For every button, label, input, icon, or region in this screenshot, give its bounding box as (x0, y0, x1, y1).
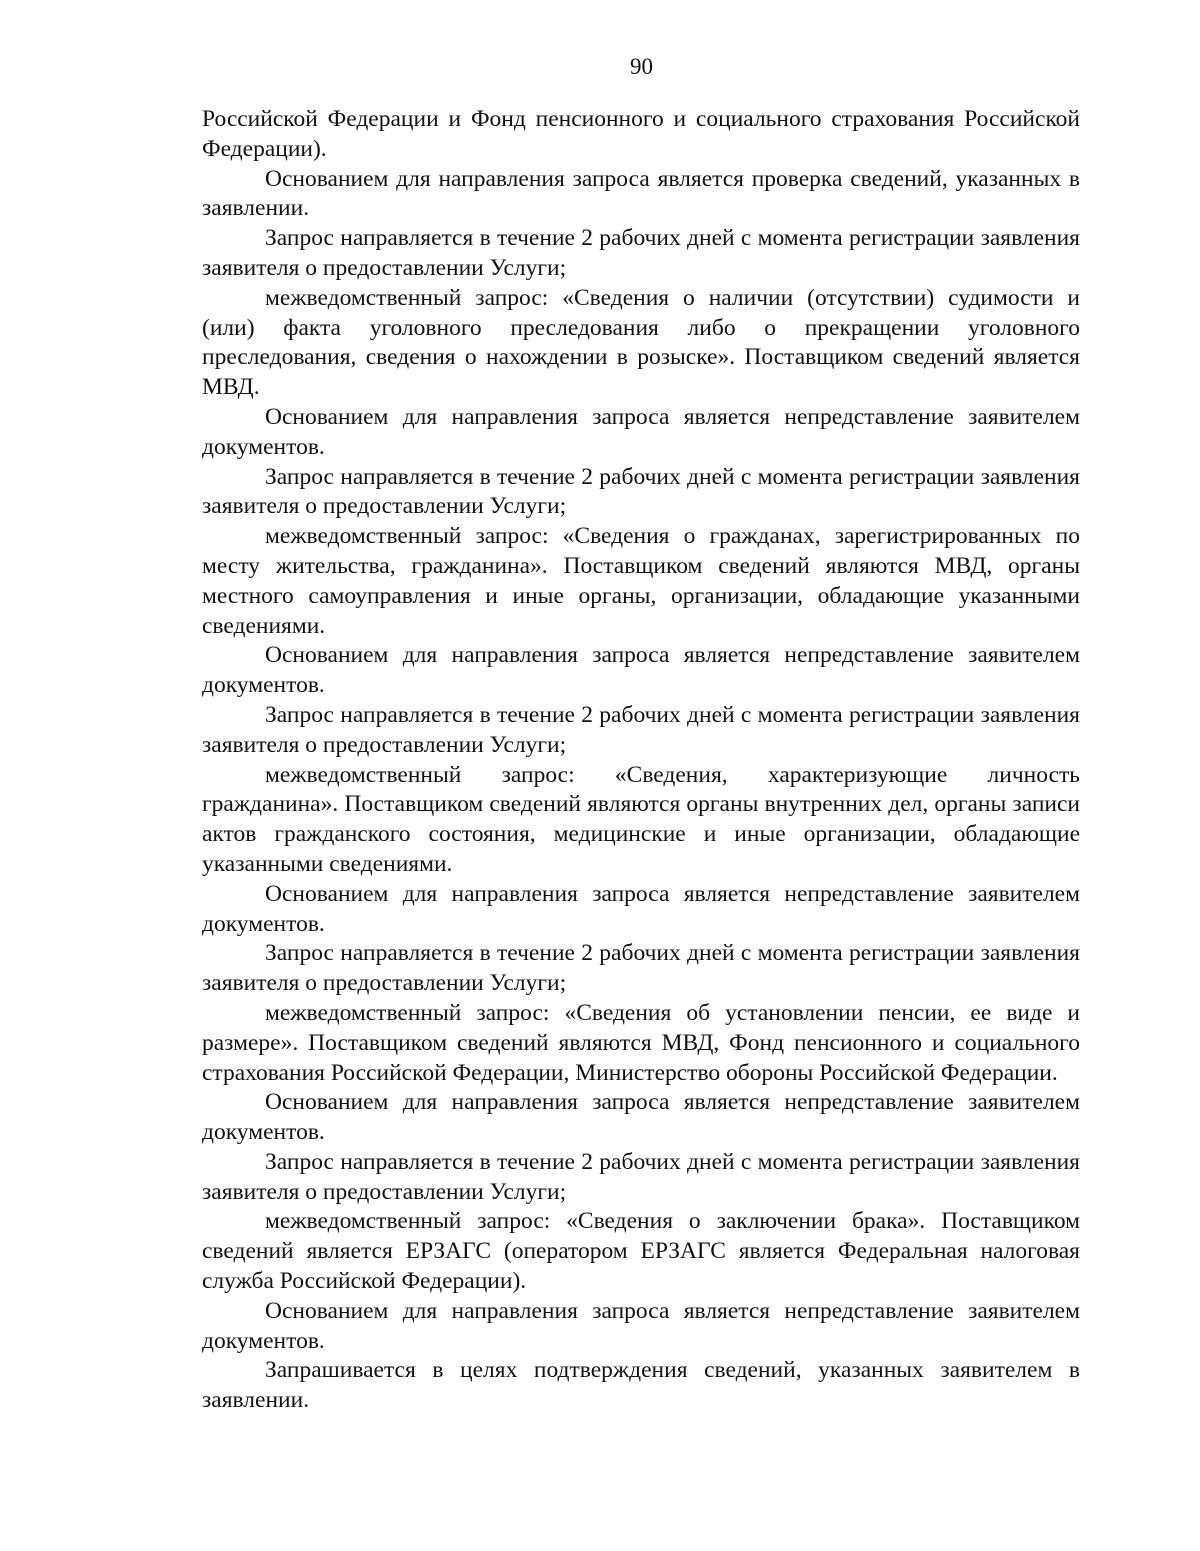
paragraph: межведомственный запрос: «Сведения об установлении пенсии, ее виде и размере». Поставщиком сведений являются МВД, Фонд пенсионного и социального страхования Российской Федерации, Министерство обороны Российской Федерации. (202, 999, 1080, 1086)
paragraph: Запрос направляется в течение 2 рабочих дней с момента регистрации заявления заявителя о предоставлении Услуги; (202, 1148, 1080, 1205)
paragraph: Российской Федерации и Фонд пенсионного и социального страхования Российской Федерации). (202, 106, 1080, 162)
paragraph: Основанием для направления запроса является непредставление заявителем документов. (202, 1089, 1080, 1146)
paragraph: Запрос направляется в течение 2 рабочих дней с момента регистрации заявления заявителя о предоставлении Услуги; (202, 225, 1080, 281)
paragraph: межведомственный запрос: «Сведения, характеризующие личность гражданина». Поставщиком сведений являются органы внутренних дел, органы записи актов гражданского состояния, медицинские и иные организации, обладающие указанными сведениями. (202, 761, 1080, 877)
paragraph: межведомственный запрос: «Сведения о наличии (отсутствии) судимости и (или) факта уголовного преследования либо о прекращении уголовного преследования, сведения о нахождении в розыске». Поставщиком сведений является МВД. (202, 284, 1080, 401)
document-body (202, 105, 1080, 1416)
paragraph: Основанием для направления запроса является непредставление заявителем документов. (202, 1297, 1080, 1354)
paragraph: Запрашивается в целях подтверждения сведений, указанных заявителем в заявлении. (202, 1357, 1080, 1414)
paragraph: Основанием для направления запроса является проверка сведений, указанных в заявлении. (202, 165, 1080, 222)
page-number: 90 (630, 54, 653, 79)
paragraph: межведомственный запрос: «Сведения о гражданах, зарегистрированных по месту жительства, гражданина». Поставщиком сведений являются МВД, органы местного самоуправления и иные органы, организации, обладающие указанными сведениями. (202, 523, 1080, 639)
paragraph: Запрос направляется в течение 2 рабочих дней с момента регистрации заявления заявителя о предоставлении Услуги; (202, 701, 1080, 758)
paragraph: межведомственный запрос: «Сведения о заключении брака». Поставщиком сведений является ЕРЗАГС (оператором ЕРЗАГС является Федеральная налоговая служба Российской Федерации). (202, 1208, 1080, 1295)
paragraph: Запрос направляется в течение 2 рабочих дней с момента регистрации заявления заявителя о предоставлении Услуги; (202, 463, 1080, 520)
paragraph: Основанием для направления запроса является непредставление заявителем документов. (202, 880, 1080, 937)
paragraph: Основанием для направления запроса является непредставление заявителем документов. (202, 642, 1080, 699)
paragraph: Основанием для направления запроса является непредставление заявителем документов. (202, 403, 1080, 460)
paragraph: Запрос направляется в течение 2 рабочих дней с момента регистрации заявления заявителя о предоставлении Услуги; (202, 940, 1080, 997)
